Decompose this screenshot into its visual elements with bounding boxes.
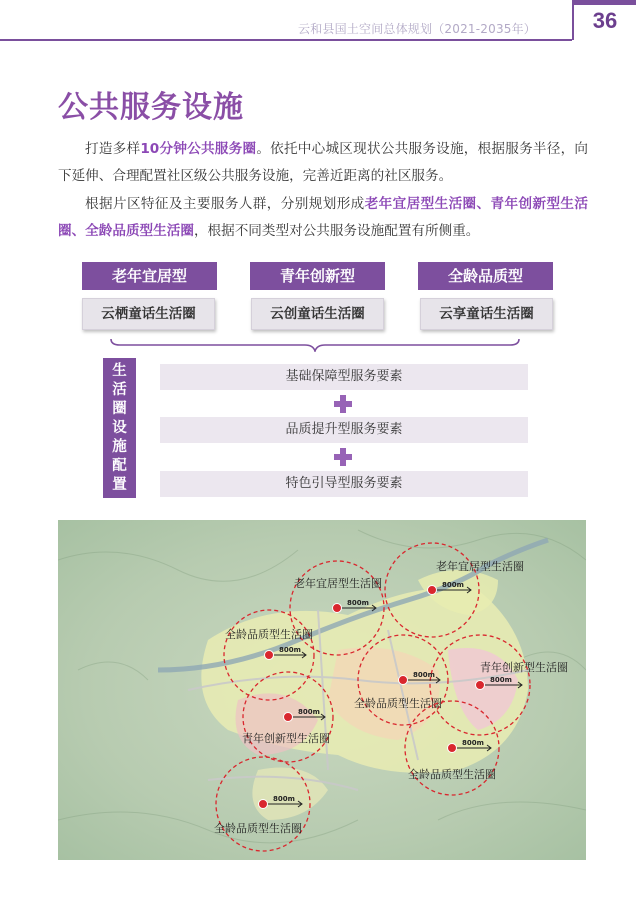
plus-icon xyxy=(334,448,352,466)
requirement-basic: 基础保障型服务要素 xyxy=(160,364,528,390)
grouping-brace xyxy=(110,338,520,352)
side-label-char: 生 xyxy=(112,362,127,379)
p1-text-a: 打造多样 xyxy=(85,141,141,157)
header-divider xyxy=(0,39,572,41)
distance-label: 800m xyxy=(490,676,512,684)
circle-label: 全龄品质型生活圈 xyxy=(408,768,496,781)
p2-text-a: 根据片区特征及主要服务人群，分别规划形成 xyxy=(85,196,365,212)
circle-label: 全龄品质型生活圈 xyxy=(354,697,442,710)
requirement-quality: 品质提升型服务要素 xyxy=(160,417,528,443)
center-marker-icon xyxy=(476,681,485,690)
side-label-char: 置 xyxy=(112,476,127,493)
p1-text-b: 。依托中心城区现状公共服务设施，根据服务半径，向下延伸、合理配置社区级公共服务设施，完善近距离的社区服务。 xyxy=(58,141,589,184)
distance-label: 800m xyxy=(273,795,295,803)
circle-label: 全龄品质型生活圈 xyxy=(214,822,302,835)
type-elderly: 老年宜居型 xyxy=(82,262,217,290)
distance-label: 800m xyxy=(347,599,369,607)
circle-yunxiang: 云享童话生活圈 xyxy=(420,298,553,330)
requirement-featured: 特色引导型服务要素 xyxy=(160,471,528,497)
distance-label: 800m xyxy=(279,646,301,654)
side-label-char: 配 xyxy=(112,457,127,474)
type-all-ages: 全龄品质型 xyxy=(418,262,553,290)
circle-label: 青年创新型生活圈 xyxy=(242,732,330,745)
circle-label: 全龄品质型生活圈 xyxy=(225,628,313,641)
circle-label: 青年创新型生活圈 xyxy=(480,661,568,674)
center-marker-icon xyxy=(399,676,408,685)
page-number: 36 xyxy=(572,0,636,40)
section-title: 公共服务设施 xyxy=(58,90,244,125)
center-marker-icon xyxy=(284,713,293,722)
side-label-char: 施 xyxy=(112,438,127,455)
p1-highlight: 10分钟公共服务圈 xyxy=(140,141,257,157)
paragraph-1 xyxy=(58,136,588,190)
side-label-char: 圈 xyxy=(112,400,127,417)
distance-label: 800m xyxy=(298,708,320,716)
center-marker-icon xyxy=(265,651,274,660)
center-marker-icon xyxy=(259,800,268,809)
distance-label: 800m xyxy=(413,671,435,679)
document-title: 云和县国土空间总体规划（2021-2035年） xyxy=(298,22,537,36)
paragraph-2 xyxy=(58,191,588,245)
circle-yunchuang: 云创童话生活圈 xyxy=(251,298,384,330)
distance-label: 800m xyxy=(462,739,484,747)
center-marker-icon xyxy=(428,586,437,595)
p2-highlight: 老年宜居型生活圈、青年创新型生活圈、全龄品质型生活圈 xyxy=(58,196,589,239)
circle-label: 老年宜居型生活圈 xyxy=(294,577,382,590)
planning-map xyxy=(58,520,586,860)
side-label-vertical xyxy=(103,358,136,498)
type-youth: 青年创新型 xyxy=(250,262,385,290)
plus-icon xyxy=(334,395,352,413)
side-label-char: 活 xyxy=(112,381,127,398)
p2-text-b: ，根据不同类型对公共服务设施配置有所侧重。 xyxy=(193,223,480,239)
distance-label: 800m xyxy=(442,581,464,589)
center-marker-icon xyxy=(448,744,457,753)
circle-yunqi: 云栖童话生活圈 xyxy=(82,298,215,330)
center-marker-icon xyxy=(333,604,342,613)
circle-label: 老年宜居型生活圈 xyxy=(436,560,524,573)
side-label-char: 设 xyxy=(112,419,127,436)
